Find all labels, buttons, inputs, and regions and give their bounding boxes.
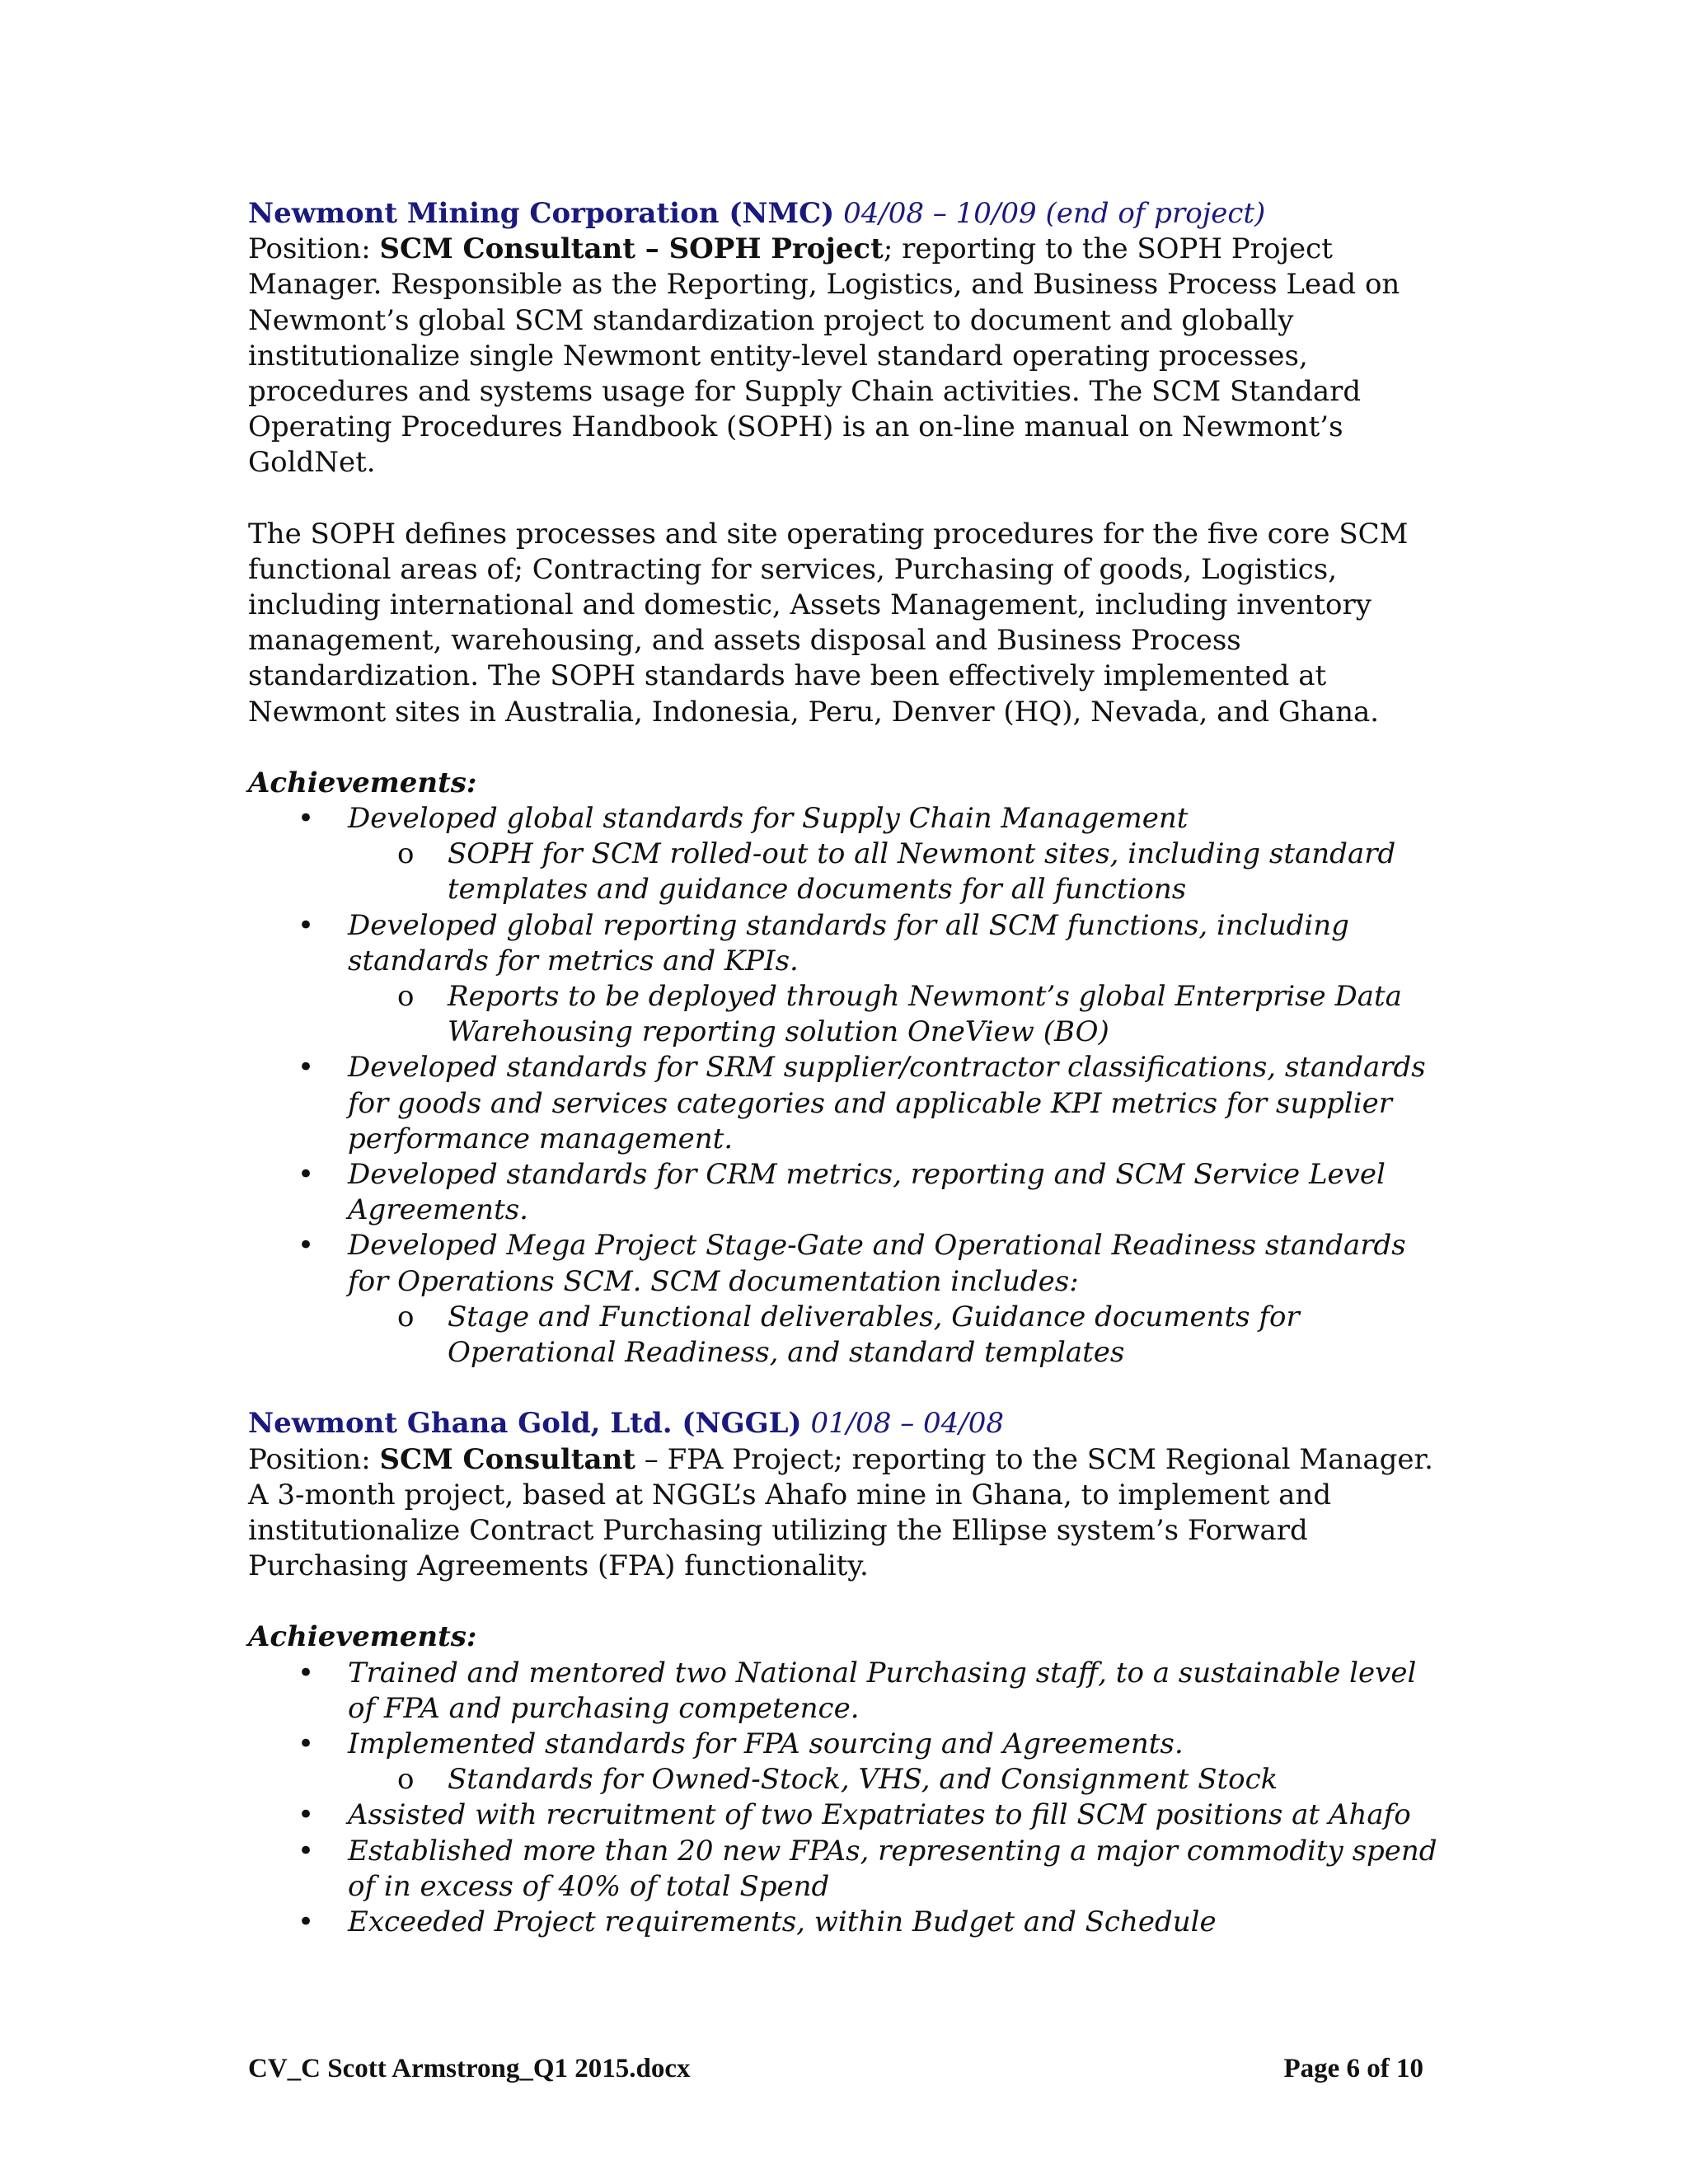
list-item-text: Developed global reporting standards for all SCM functions, including standards for metrics and KPIs. xyxy=(348,908,1349,977)
organization-name: Newmont Mining Corporation (NMC) xyxy=(248,197,835,230)
position-title: SCM Consultant – SOPH Project xyxy=(379,232,884,266)
list-item: • Developed standards for SRM supplier/contractor classifications, standards for goods and services categories and applicable KPI metrics for supplier performance management. xyxy=(248,1050,1451,1157)
position-label: Position: xyxy=(248,1442,380,1476)
footer-page-number: Page 6 of 10 xyxy=(1283,2054,1423,2083)
list-item: • Assisted with recruitment of two Expatriates to fill SCM positions at Ahafo xyxy=(248,1797,1451,1833)
sub-list-item: o Reports to be deployed through Newmont’s global Enterprise Data Warehousing reporting solution OneView (BO) xyxy=(348,979,1451,1050)
sub-list xyxy=(348,1762,1451,1797)
list-item xyxy=(248,908,1451,1051)
sub-list-item: o Standards for Owned-Stock, VHS, and Consignment Stock xyxy=(348,1762,1451,1797)
list-item xyxy=(248,801,1451,908)
position-label: Position: xyxy=(248,232,380,266)
position-paragraph xyxy=(248,232,1451,480)
achievements-list xyxy=(248,801,1451,1371)
footer-filename: CV_C Scott Armstrong_Q1 2015.docx xyxy=(248,2054,691,2083)
sub-list xyxy=(348,837,1451,907)
sub-list xyxy=(348,1300,1451,1371)
document-body xyxy=(248,196,1451,1940)
position-description: – FPA Project; reporting to the SCM Regional Manager. A 3-month project, based at NGGL’s Ahafo mine in Ghana, to implement and institutionalize Contract Purchasing utilizing the Ellipse system’s Forward Purchasing Agreements (FPA) functionality. xyxy=(248,1442,1433,1583)
achievements-list xyxy=(248,1656,1451,1941)
list-item xyxy=(248,1727,1451,1797)
list-item: • Exceeded Project requirements, within Budget and Schedule xyxy=(248,1905,1451,1940)
job-section-nmc xyxy=(248,196,1451,1371)
sub-list xyxy=(348,979,1451,1050)
position-description: ; reporting to the SOPH Project Manager. Responsible as the Reporting, Logistics, and Business Process Lead on Newmont’s global SCM standardization project to document and globally institutionalize single Newmont entity-level standard operating processes, procedures and systems usage for Supply Chain activities. The SCM Standard Operating Procedures Handbook (SOPH) is an on-line manual on Newmont’s GoldNet. xyxy=(248,232,1400,480)
page-footer xyxy=(248,2052,1423,2085)
job-heading xyxy=(248,1406,1451,1441)
position-title: SCM Consultant xyxy=(379,1442,635,1476)
achievements-title: Achievements: xyxy=(248,766,477,799)
list-item: • Trained and mentored two National Purchasing staff, to a sustainable level of FPA and purchasing competence. xyxy=(248,1656,1451,1727)
sub-list-item: o Stage and Functional deliverables, Guidance documents for Operational Readiness, and standard templates xyxy=(348,1300,1451,1371)
list-item xyxy=(248,1228,1451,1371)
sub-list-item: o SOPH for SCM rolled-out to all Newmont sites, including standard templates and guidance documents for all functions xyxy=(348,837,1451,907)
description-paragraph: The SOPH defines processes and site operating procedures for the five core SCM functional areas of; Contracting for services, Purchasing of goods, Logistics, including international and domestic, Assets Management, including inventory management, warehousing, and assets disposal and Business Process standardization. The SOPH standards have been effectively implemented at Newmont sites in Australia, Indonesia, Peru, Denver (HQ), Nevada, and Ghana. xyxy=(248,517,1409,729)
job-heading xyxy=(248,196,1451,232)
list-item: • Developed standards for CRM metrics, reporting and SCM Service Level Agreements. xyxy=(248,1157,1451,1228)
list-item-text: Developed Mega Project Stage-Gate and Operational Readiness standards for Operations SCM. SCM documentation includes: xyxy=(348,1229,1406,1298)
list-item-text: Implemented standards for FPA sourcing and Agreements. xyxy=(348,1727,1184,1760)
list-item: • Established more than 20 new FPAs, representing a major commodity spend of in excess of 40% of total Spend xyxy=(248,1834,1451,1905)
list-item-text: Developed global standards for Supply Chain Management xyxy=(348,802,1189,836)
organization-name: Newmont Ghana Gold, Ltd. (NGGL) xyxy=(248,1407,802,1441)
achievements-title: Achievements: xyxy=(248,1620,477,1654)
job-section-nggl xyxy=(248,1406,1451,1940)
position-paragraph xyxy=(248,1442,1451,1585)
job-dates: 01/08 – 04/08 xyxy=(810,1407,1005,1441)
job-dates: 04/08 – 10/09 (end of project) xyxy=(843,197,1266,230)
